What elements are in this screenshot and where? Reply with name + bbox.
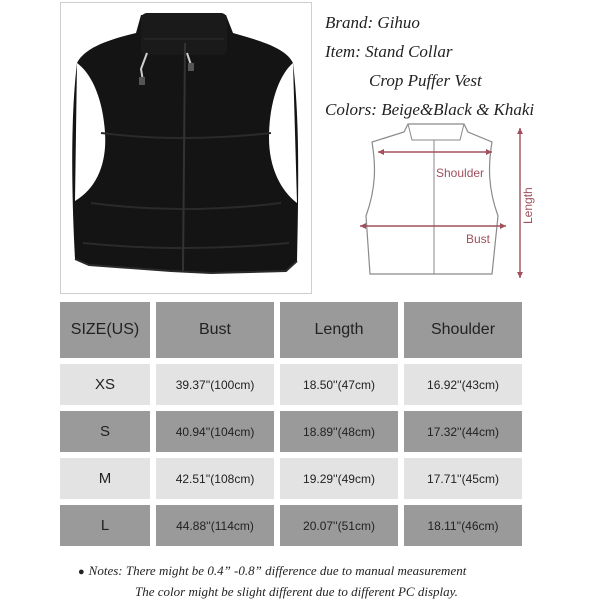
cell-shoulder: 17.32''(44cm) <box>404 411 522 452</box>
vest-outline <box>366 124 498 274</box>
cell-shoulder: 18.11''(46cm) <box>404 505 522 546</box>
bust-arrow-left-head <box>360 223 366 229</box>
item-line: Item: Stand Collar <box>325 42 453 61</box>
notes <box>78 561 466 602</box>
brand-line: Brand: Gihuo <box>325 13 420 32</box>
product-photo <box>60 2 312 294</box>
cell-length: 20.07''(51cm) <box>280 505 398 546</box>
cell-size: M <box>60 458 150 499</box>
notes-line-1: Notes: There might be 0.4” -0.8” difference due to manual measurement <box>88 563 467 578</box>
length-label: Length <box>521 187 535 224</box>
cell-bust: 44.88''(114cm) <box>156 505 274 546</box>
cell-size: L <box>60 505 150 546</box>
cell-shoulder: 16.92''(43cm) <box>404 364 522 405</box>
product-info <box>325 8 534 124</box>
cell-shoulder: 17.71''(45cm) <box>404 458 522 499</box>
table-row <box>60 458 522 499</box>
shoulder-label: Shoulder <box>436 166 485 180</box>
measurement-diagram <box>360 118 540 290</box>
cell-bust: 40.94''(104cm) <box>156 411 274 452</box>
item-line-continued: Crop Puffer Vest <box>369 71 482 90</box>
header-length: Length <box>280 302 398 358</box>
size-chart-table <box>54 296 528 552</box>
length-arrow-top-head <box>517 128 523 134</box>
cell-length: 18.89''(48cm) <box>280 411 398 452</box>
bullet-icon: ● <box>78 566 85 578</box>
vest-photo-illustration <box>61 3 311 293</box>
cell-size: XS <box>60 364 150 405</box>
colors-line: Colors: Beige&Black & Khaki <box>325 100 535 119</box>
cell-length: 18.50''(47cm) <box>280 364 398 405</box>
cell-bust: 39.37''(100cm) <box>156 364 274 405</box>
cell-size: S <box>60 411 150 452</box>
bust-label: Bust <box>466 232 491 246</box>
header-bust: Bust <box>156 302 274 358</box>
table-row <box>60 364 522 405</box>
cell-bust: 42.51''(108cm) <box>156 458 274 499</box>
length-arrow-bottom-head <box>517 272 523 278</box>
cell-length: 19.29''(49cm) <box>280 458 398 499</box>
table-header-row <box>60 302 522 358</box>
table-row <box>60 411 522 452</box>
header-size: SIZE(US) <box>60 302 150 358</box>
header-shoulder: Shoulder <box>404 302 522 358</box>
bust-arrow-right-head <box>500 223 506 229</box>
notes-line-2: The color might be slight different due to different PC display. <box>135 584 458 599</box>
table-row <box>60 505 522 546</box>
